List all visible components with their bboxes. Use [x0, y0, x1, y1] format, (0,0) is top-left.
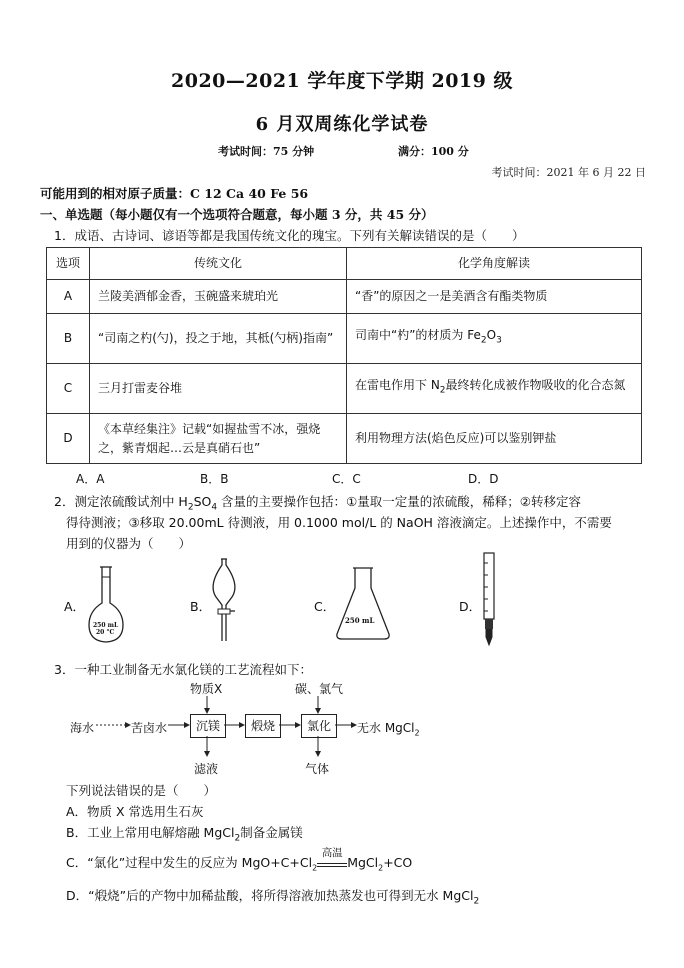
option-label: A	[47, 280, 90, 314]
exam-title-line2: 6 月双周练化学试卷	[255, 114, 429, 135]
option-text: B．工业上常用电解熔融 MgCl	[66, 825, 235, 840]
q3-question: 下列说法错误的是（ ）	[66, 783, 217, 798]
reaction-condition	[317, 847, 347, 867]
header-interpretation: 化学角度解读	[347, 248, 642, 280]
subscript: 2	[473, 896, 480, 907]
q2-text: 含量的主要操作包括：①量取一定量的浓硫酸，稀释；②转移定容	[217, 494, 581, 509]
flow-start-seawater: 海水	[70, 721, 95, 735]
atomic-mass-note: 可能用到的相对原子质量：C 12 Ca 40 Fe 56	[40, 186, 309, 201]
erlenmeyer-volume-label: 250 mL	[345, 616, 375, 625]
culture-cell: “司南之杓(勺)，投之于地，其柢(勺柄)指南”	[90, 314, 347, 364]
header-option: 选项	[47, 248, 90, 280]
table-row	[47, 280, 642, 314]
subscript: 2	[234, 833, 241, 844]
subscript: 2	[187, 502, 194, 513]
q3-stem: 3．一种工业制备无水氯化镁的工艺流程如下：	[54, 662, 312, 677]
q3-option-a: A．物质 X 常选用生石灰	[66, 804, 204, 819]
q2-line2: 得待测液；③移取 20.00mL 待测液，用 0.1000 mol/L 的 NaOH 溶液滴定。上述操作中，不需要	[66, 515, 612, 530]
culture-cell: 《本草经集注》记载“如握盐雪不冰，强烧之，紫青烟起…云是真硝石也”	[90, 414, 347, 464]
flask-temp-label: 20 °C	[96, 629, 115, 636]
section-title: 一、单选题（每小题仅有一个选项符合题意，每小题 3 分，共 45 分）	[40, 207, 434, 222]
interpretation-cell	[347, 364, 642, 414]
q1-option-a: A．A	[76, 472, 105, 486]
flow-box-chlorinate: 氯化	[301, 714, 337, 738]
option-label: D	[47, 414, 90, 464]
q1-stem: 1．成语、古诗词、谚语等都是我国传统文化的瑰宝。下列有关解读错误的是（ ）	[54, 228, 525, 243]
q1-option-d: D．D	[468, 472, 499, 486]
q1-option-b: B．B	[200, 472, 229, 486]
q2-text: SO	[193, 494, 212, 509]
flow-output-filtrate: 滤液	[194, 762, 219, 776]
header-culture: 传统文化	[90, 248, 347, 280]
q3-option-d	[66, 886, 479, 907]
option-text: C．“氯化”过程中发生的反应为 MgO+C+Cl	[66, 855, 313, 870]
product-text: 无水 MgCl	[357, 721, 415, 735]
interp-text: 在雷电作用下 N	[355, 378, 440, 393]
exam-duration: 考试时间：75 分钟	[218, 145, 315, 158]
culture-cell: 兰陵美酒郁金香，玉碗盛来琥珀光	[90, 280, 347, 314]
exam-title-line1: 2020—2021 学年度下学期 2019 级	[171, 70, 513, 92]
option-text: 制备金属镁	[240, 825, 303, 840]
flask-volume-label: 250 mL	[93, 622, 119, 629]
subscript: 3	[496, 335, 502, 346]
q1-table	[46, 247, 642, 464]
burette-icon	[478, 551, 502, 647]
exam-date: 考试时间：2021 年 6 月 22 日	[491, 166, 646, 179]
flow-bittern: 苦卤水	[131, 721, 168, 735]
table-row	[47, 414, 642, 464]
q3-option-b	[66, 823, 303, 844]
subscript: 4	[211, 502, 218, 513]
subscript: 2	[414, 728, 420, 738]
subscript: 2	[439, 385, 446, 396]
subscript: 2	[312, 863, 318, 873]
interp-text: 司南中“杓”的材质为 Fe	[355, 328, 481, 343]
erlenmeyer-flask-icon	[334, 566, 392, 642]
subscript: 2	[378, 863, 384, 873]
table-row	[47, 314, 642, 364]
flow-arrows	[60, 690, 380, 770]
q1-option-c: C．C	[332, 472, 361, 486]
q2-label-c: C．	[314, 599, 336, 614]
flow-box-calcine: 煅烧	[245, 714, 281, 738]
interpretation-cell: 利用物理方法(焰色反应)可以鉴别钾盐	[347, 414, 642, 464]
q2-label-b: B．	[190, 599, 212, 614]
q2-label-a: A．	[64, 599, 86, 614]
culture-cell: 三月打雷麦谷堆	[90, 364, 347, 414]
option-text: MgCl	[347, 855, 379, 870]
flow-input-x: 物质X	[190, 682, 223, 696]
q2-line1	[54, 492, 581, 513]
table-row	[47, 364, 642, 414]
interpretation-cell: “香”的原因之一是美酒含有酯类物质	[347, 280, 642, 314]
option-label: B	[47, 314, 90, 364]
q2-line3: 用到的仪器为（ ）	[66, 536, 192, 551]
option-text: D．“煅烧”后的产物中加稀盐酸，将所得溶液加热蒸发也可得到无水 MgCl	[66, 888, 474, 903]
flow-input-carbon-chlorine: 碳、氯气	[295, 682, 344, 696]
separatory-funnel-icon	[204, 557, 244, 647]
interp-text: O	[486, 328, 497, 343]
subscript: 2	[480, 335, 487, 346]
table-header-row	[47, 248, 642, 280]
flow-output-gas: 气体	[305, 762, 330, 776]
flow-box-precipitate: 沉镁	[190, 714, 226, 738]
interp-text: 最终转化成被作物吸收的化合态氮	[445, 378, 626, 393]
q3-option-c	[66, 847, 413, 873]
option-text: +CO	[383, 855, 413, 870]
q2-text: 2．测定浓硫酸试剂中 H	[54, 494, 188, 509]
full-score: 满分：100 分	[398, 145, 469, 158]
q2-label-d: D．	[459, 599, 482, 614]
condition-text: 高温	[321, 847, 343, 859]
option-label: C	[47, 364, 90, 414]
interpretation-cell	[347, 314, 642, 364]
